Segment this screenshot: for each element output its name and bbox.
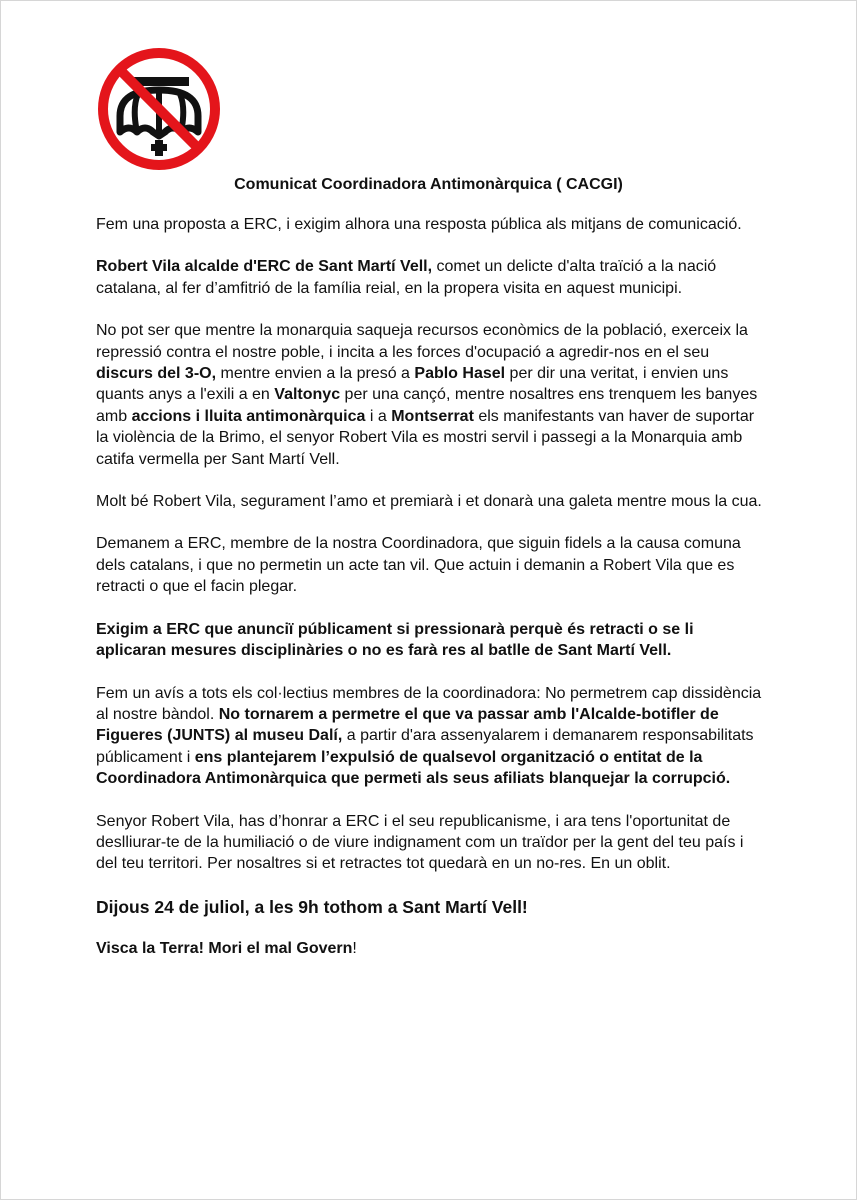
bold-phrase: discurs del 3-O, <box>96 365 217 383</box>
paragraph-appeal: Senyor Robert Vila, has d’honrar a ERC i el seu republicanisme, i ara tens l'oportunitat de deslliurar-te de la humiliació o de viure indignament com un traïdor per la gent del teu país i del teu territori. Per nosaltres si et retractes tot quedarà en un no-res. En un oblit. <box>96 812 744 873</box>
paragraph-demand: Demanem a ERC, membre de la nostra Coordinadora, que siguin fidels a la causa comuna dels catalans, i que no permetin un acte tan vil. Que actuin i demanin a Robert Vila que es retracti o que el facin plegar. <box>96 535 741 596</box>
document-title: Comunicat Coordinadora Antimonàrquica ( CACGI) <box>234 176 623 193</box>
no-monarchy-crown-logo <box>96 46 222 172</box>
bold-phrase: Valtonyc <box>274 386 341 404</box>
bold-phrase: No tornarem a permetre el que va passar amb l'Alcalde-botifler de Figueres (JUNTS) al museu Dalí, <box>96 705 719 745</box>
paragraph-irony: Molt bé Robert Vila, segurament l’amo et premiarà i et donarà una galeta mentre mous la cua. <box>96 493 762 511</box>
bold-phrase: Montserrat <box>391 407 474 425</box>
paragraph-monarchy-repression: No pot ser que mentre la monarquia saqueja recursos econòmics de la població, exerceix la repressió contra el nostre poble, i incita a les forces d'ocupació a agredir-nos en el seu discurs del 3-O, mentre envien a la presó a Pablo Hasel per dir una veritat, i envien uns quants anys a l'exili a en Valtonyc per una cançó, mentre nosaltres ens trenquem les banyes amb accions i lluita antimonàrquica i a Montserrat els manifestants van haver de suportar la violència de la Brimo, el senyor Robert Vila es mostri servil i passegi a la Monarquia amb catifa vermella per Sant Martí Vell. <box>96 322 758 468</box>
paragraph-bold-demand: Exigim a ERC que anunciï públicament si pressionarà perquè és retracti o se li aplicaran mesures disciplinàries o no es farà res al batlle de Sant Martí Vell. <box>96 620 694 660</box>
bold-phrase: Robert Vila alcalde d'ERC de Sant Martí Vell, <box>96 258 433 276</box>
bold-phrase: Visca la Terra! Mori el mal Govern <box>96 939 353 957</box>
paragraph-warning: Fem un avís a tots els col·lectius membres de la coordinadora: No permetrem cap dissidència al nostre bàndol. No tornarem a permetre el que va passar amb l'Alcalde-botifler de Figueres (JUNTS) al museu Dalí, a partir d'ara assenyalarem i demanarem responsabilitats públicament i ens plantejarem l’expulsió de qualsevol organització o entitat de la Coordinadora Antimonàrquica que permeti als seus afiliats blanquejar la corrupció. <box>96 684 762 788</box>
bold-phrase: Pablo Hasel <box>414 365 506 383</box>
document-body <box>96 214 766 980</box>
paragraph-proposal: Fem una proposta a ERC, i exigim alhora una resposta pública als mitjans de comunicació. <box>96 216 742 233</box>
paragraph-call-to-action: Dijous 24 de juliol, a les 9h tothom a Sant Martí Vell! <box>96 896 528 917</box>
paragraph-closing-slogan: Visca la Terra! Mori el mal Govern! <box>96 939 357 957</box>
paragraph-accusation: Robert Vila alcalde d'ERC de Sant Martí Vell, comet un delicte d'alta traïció a la nació catalana, al fer d’amfitrió de la família reial, en la propera visita en aquest municipi. <box>96 258 717 297</box>
bold-phrase: ens plantejarem l’expulsió de qualsevol organització o entitat de la Coordinadora Antimonàrquica que permeti als seus afiliats blanquejar la corrupció. <box>96 748 731 788</box>
bold-phrase: accions i lluita antimonàrquica <box>131 407 366 425</box>
